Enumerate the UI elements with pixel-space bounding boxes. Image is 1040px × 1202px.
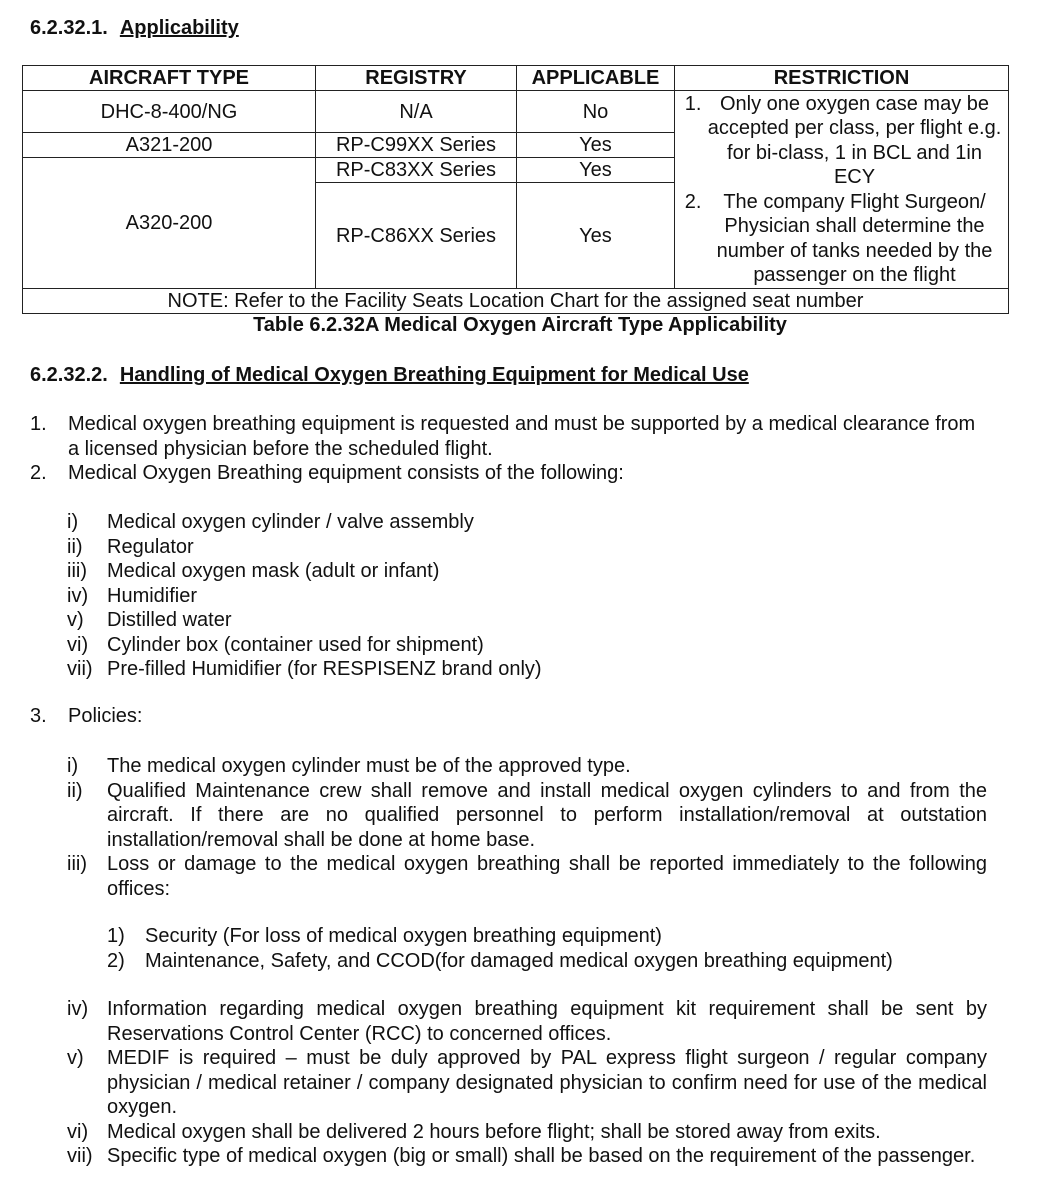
list-item — [67, 1144, 987, 1169]
section-heading-handling — [30, 364, 749, 387]
offices-list — [107, 924, 987, 973]
list-text: Pre-filled Humidifier (for RESPISENZ brand only) — [107, 658, 542, 680]
equipment-list — [67, 510, 967, 682]
policies-list — [67, 754, 987, 901]
list-marker: i) — [67, 755, 79, 777]
list-text: Policies: — [68, 705, 143, 727]
list-item — [67, 510, 967, 535]
list-text: Humidifier — [107, 584, 198, 607]
list-text: Loss or damage to the medical oxygen breathing shall be reported immediately to the following offices: — [107, 853, 987, 900]
list-text: Cylinder box (container used for shipment) — [107, 633, 484, 656]
registry-cell: RP-C86XX Series — [316, 183, 517, 289]
column-header: APPLICABLE — [517, 66, 675, 91]
section-title: Applicability — [119, 17, 239, 39]
list-text: Qualified Maintenance crew shall remove and install medical oxygen cylinders to and from the aircraft. If there are no qualified personnel to perform installation/removal at outstation installation/removal shall be done at home base. — [107, 779, 987, 851]
list-marker: v) — [67, 1047, 84, 1069]
section-number: 6.2.32.1. — [30, 17, 108, 39]
table-row — [23, 91, 1009, 133]
list-marker: iii) — [67, 853, 87, 875]
table-note-row — [23, 289, 1009, 314]
list-text: Security (For loss of medical oxygen breathing equipment) — [145, 925, 662, 947]
section-title: Handling of Medical Oxygen Breathing Equipment for Medical Use — [119, 364, 749, 386]
list-text: Maintenance, Safety, and CCOD(for damaged medical oxygen breathing equipment) — [145, 949, 893, 972]
list-text: Medical oxygen mask (adult or infant) — [107, 560, 440, 582]
list-item — [67, 997, 987, 1046]
list-item — [67, 633, 967, 658]
column-header: AIRCRAFT TYPE — [23, 66, 316, 91]
list-item — [67, 535, 967, 560]
list-item — [107, 949, 987, 974]
list-text: Distilled water — [107, 609, 232, 631]
list-item — [107, 924, 987, 949]
restriction-cell — [675, 91, 1009, 289]
list-item — [67, 1120, 987, 1145]
table-note: NOTE: Refer to the Facility Seats Location Chart for the assigned seat number — [23, 289, 1009, 314]
list-marker: vi) — [67, 633, 89, 656]
list-text: Medical oxygen breathing equipment is requested and must be supported by a medical clearance from a licensed physician before the scheduled flight. — [68, 413, 976, 460]
aircraft-type-cell: A320-200 — [23, 158, 316, 289]
list-marker: 2) — [107, 949, 125, 972]
list-text: The medical oxygen cylinder must be of the approved type. — [107, 755, 631, 777]
list-text: MEDIF is required – must be duly approved by PAL express flight surgeon / regular company physician / medical retainer / company designated physician to confirm need for use of the medical oxygen. — [107, 1047, 987, 1118]
applicable-cell: No — [517, 91, 675, 133]
applicable-cell: Yes — [517, 133, 675, 158]
list-item — [67, 657, 967, 682]
list-marker: iii) — [67, 560, 87, 582]
restriction-item: 2. The company Flight Surgeon/ Physician shall determine the number of tanks needed by the passenger on the flight — [707, 190, 1002, 288]
list-item — [67, 1046, 987, 1120]
restriction-item: 1. Only one oxygen case may be accepted per class, per flight e.g. for bi-class, 1 in BCL and 1in ECY — [707, 92, 1002, 190]
list-text: Medical Oxygen Breathing equipment consists of the following: — [68, 462, 624, 484]
list-text: Medical oxygen cylinder / valve assembly — [107, 511, 474, 533]
list-marker: 3. — [30, 705, 47, 727]
list-item — [67, 608, 967, 633]
list-item — [67, 779, 987, 853]
list-item — [67, 852, 987, 901]
list-marker: vi) — [67, 1120, 89, 1143]
registry-cell: N/A — [316, 91, 517, 133]
list-marker: 1) — [107, 925, 125, 947]
section-number: 6.2.32.2. — [30, 364, 108, 386]
policies-list-continued — [67, 997, 987, 1169]
applicable-cell: Yes — [517, 158, 675, 183]
aircraft-type-cell: A321-200 — [23, 133, 316, 158]
registry-cell: RP-C83XX Series — [316, 158, 517, 183]
list-item — [30, 461, 990, 486]
registry-cell: RP-C99XX Series — [316, 133, 517, 158]
list-text: Specific type of medical oxygen (big or small) shall be based on the requirement of the passenger. — [107, 1145, 976, 1167]
list-marker: iv) — [67, 584, 89, 607]
list-text: Regulator — [107, 535, 194, 558]
list-marker: 2. — [30, 462, 47, 484]
list-marker: v) — [67, 609, 84, 631]
column-header: REGISTRY — [316, 66, 517, 91]
restriction-list — [681, 92, 1002, 288]
list-text: Information regarding medical oxygen breathing equipment kit requirement shall be sent by Reservations Control Center (RCC) to concerned offices. — [107, 998, 987, 1045]
section-heading-applicability — [30, 17, 239, 40]
table-header-row — [23, 66, 1009, 91]
list-item — [67, 754, 987, 779]
applicable-cell: Yes — [517, 183, 675, 289]
list-text: Medical oxygen shall be delivered 2 hours before flight; shall be stored away from exits. — [107, 1120, 881, 1143]
list-marker: vii) — [67, 658, 93, 680]
list-marker: 1. — [30, 413, 47, 435]
list-marker: iv) — [67, 998, 89, 1020]
list-marker: ii) — [67, 535, 83, 558]
column-header: RESTRICTION — [675, 66, 1009, 91]
list-item — [30, 704, 990, 729]
list-marker: ii) — [67, 779, 83, 802]
list-marker: i) — [67, 511, 79, 533]
list-marker: vii) — [67, 1145, 93, 1167]
list-item — [67, 584, 967, 609]
list-item — [67, 559, 967, 584]
table-caption: Table 6.2.32A Medical Oxygen Aircraft Type Applicability — [253, 314, 787, 336]
applicability-table — [22, 65, 1009, 314]
aircraft-type-cell: DHC-8-400/NG — [23, 91, 316, 133]
list-item — [30, 412, 990, 461]
